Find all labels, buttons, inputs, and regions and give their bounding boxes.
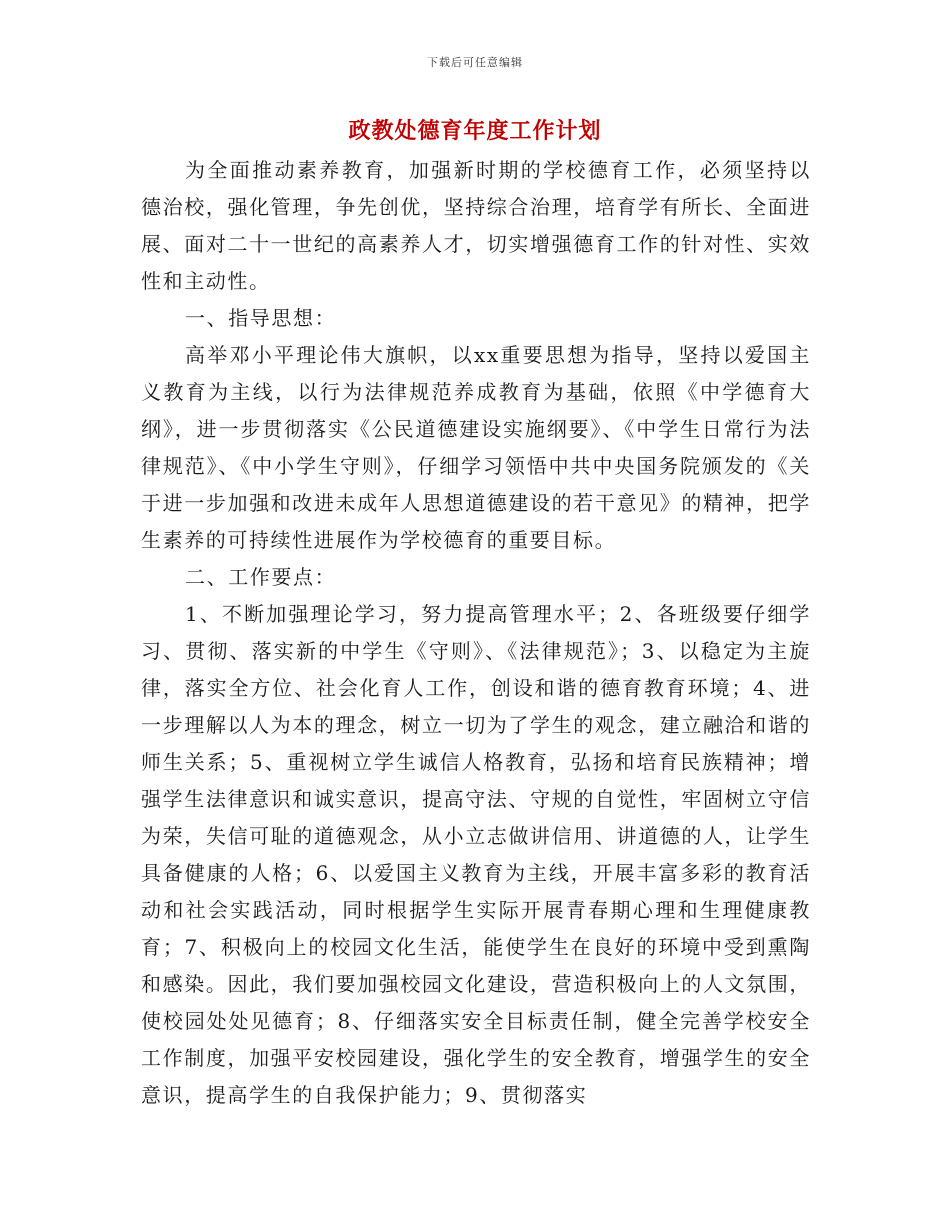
header-note: 下载后可任意编辑 <box>427 56 523 69</box>
section-heading-work-points: 二、工作要点： <box>185 565 337 589</box>
paragraph-work-points: 1、不断加强理论学习，努力提高管理水平；2、各班级要仔细学习、贯彻、落实新的中学生《守则》、《法律规范》；3、以稳定为主旋律，落实全方位、社会化育人工作，创设和谐的德育教育环境；4、进一步理解以人为本的理念，树立一切为了学生的观念，建立融洽和谐的师生关系；5、重视树立学生诚信人格教育，弘扬和培育民族精神；增强学生法律意识和诚实意识，提高守法、守规的自觉性，牢固树立守信为荣，失信可耻的道德观念，从小立志做讲信用、讲道德的人，让学生具备健康的人格；6、以爱国主义教育为主线，开展丰富多彩的教育活动和社会实践活动，同时根据学生实际开展青春期心理和生理健康教育；7、积极向上的校园文化生活，能使学生在良好的环境中受到熏陶和感染。因此，我们要加强校园文化建设，营造积极向上的人文氛围，使校园处处见德育；8、仔细落实安全目标责任制，健全完善学校安全工作制度，加强平安校园建设，强化学生的安全教育，增强学生的安全意识，提高学生的自我保护能力；9、贯彻落实 <box>141 602 811 1107</box>
section-heading-guiding-thought: 一、指导思想： <box>185 306 337 330</box>
document-body <box>141 152 811 1114</box>
document-title: 政教处德育年度工作计划 <box>348 118 602 144</box>
paragraph-intro: 为全面推动素养教育，加强新时期的学校德育工作，必须坚持以德治校，强化管理，争先创优，坚持综合治理，培育学有所长、全面进展、面对二十一世纪的高素养人才，切实增强德育工作的针对性、实效性和主动性。 <box>141 158 811 293</box>
paragraph-guiding-thought: 高举邓小平理论伟大旗帜，以xx重要思想为指导，坚持以爱国主义教育为主线，以行为法律规范养成教育为基础，依照《中学德育大纲》，进一步贯彻落实《公民道德建设实施纲要》、《中学生日常行为法律规范》、《中小学生守则》，仔细学习领悟中共中央国务院颁发的《关于进一步加强和改进未成年人思想道德建设的若干意见》的精神，把学生素养的可持续性进展作为学校德育的重要目标。 <box>141 343 811 552</box>
